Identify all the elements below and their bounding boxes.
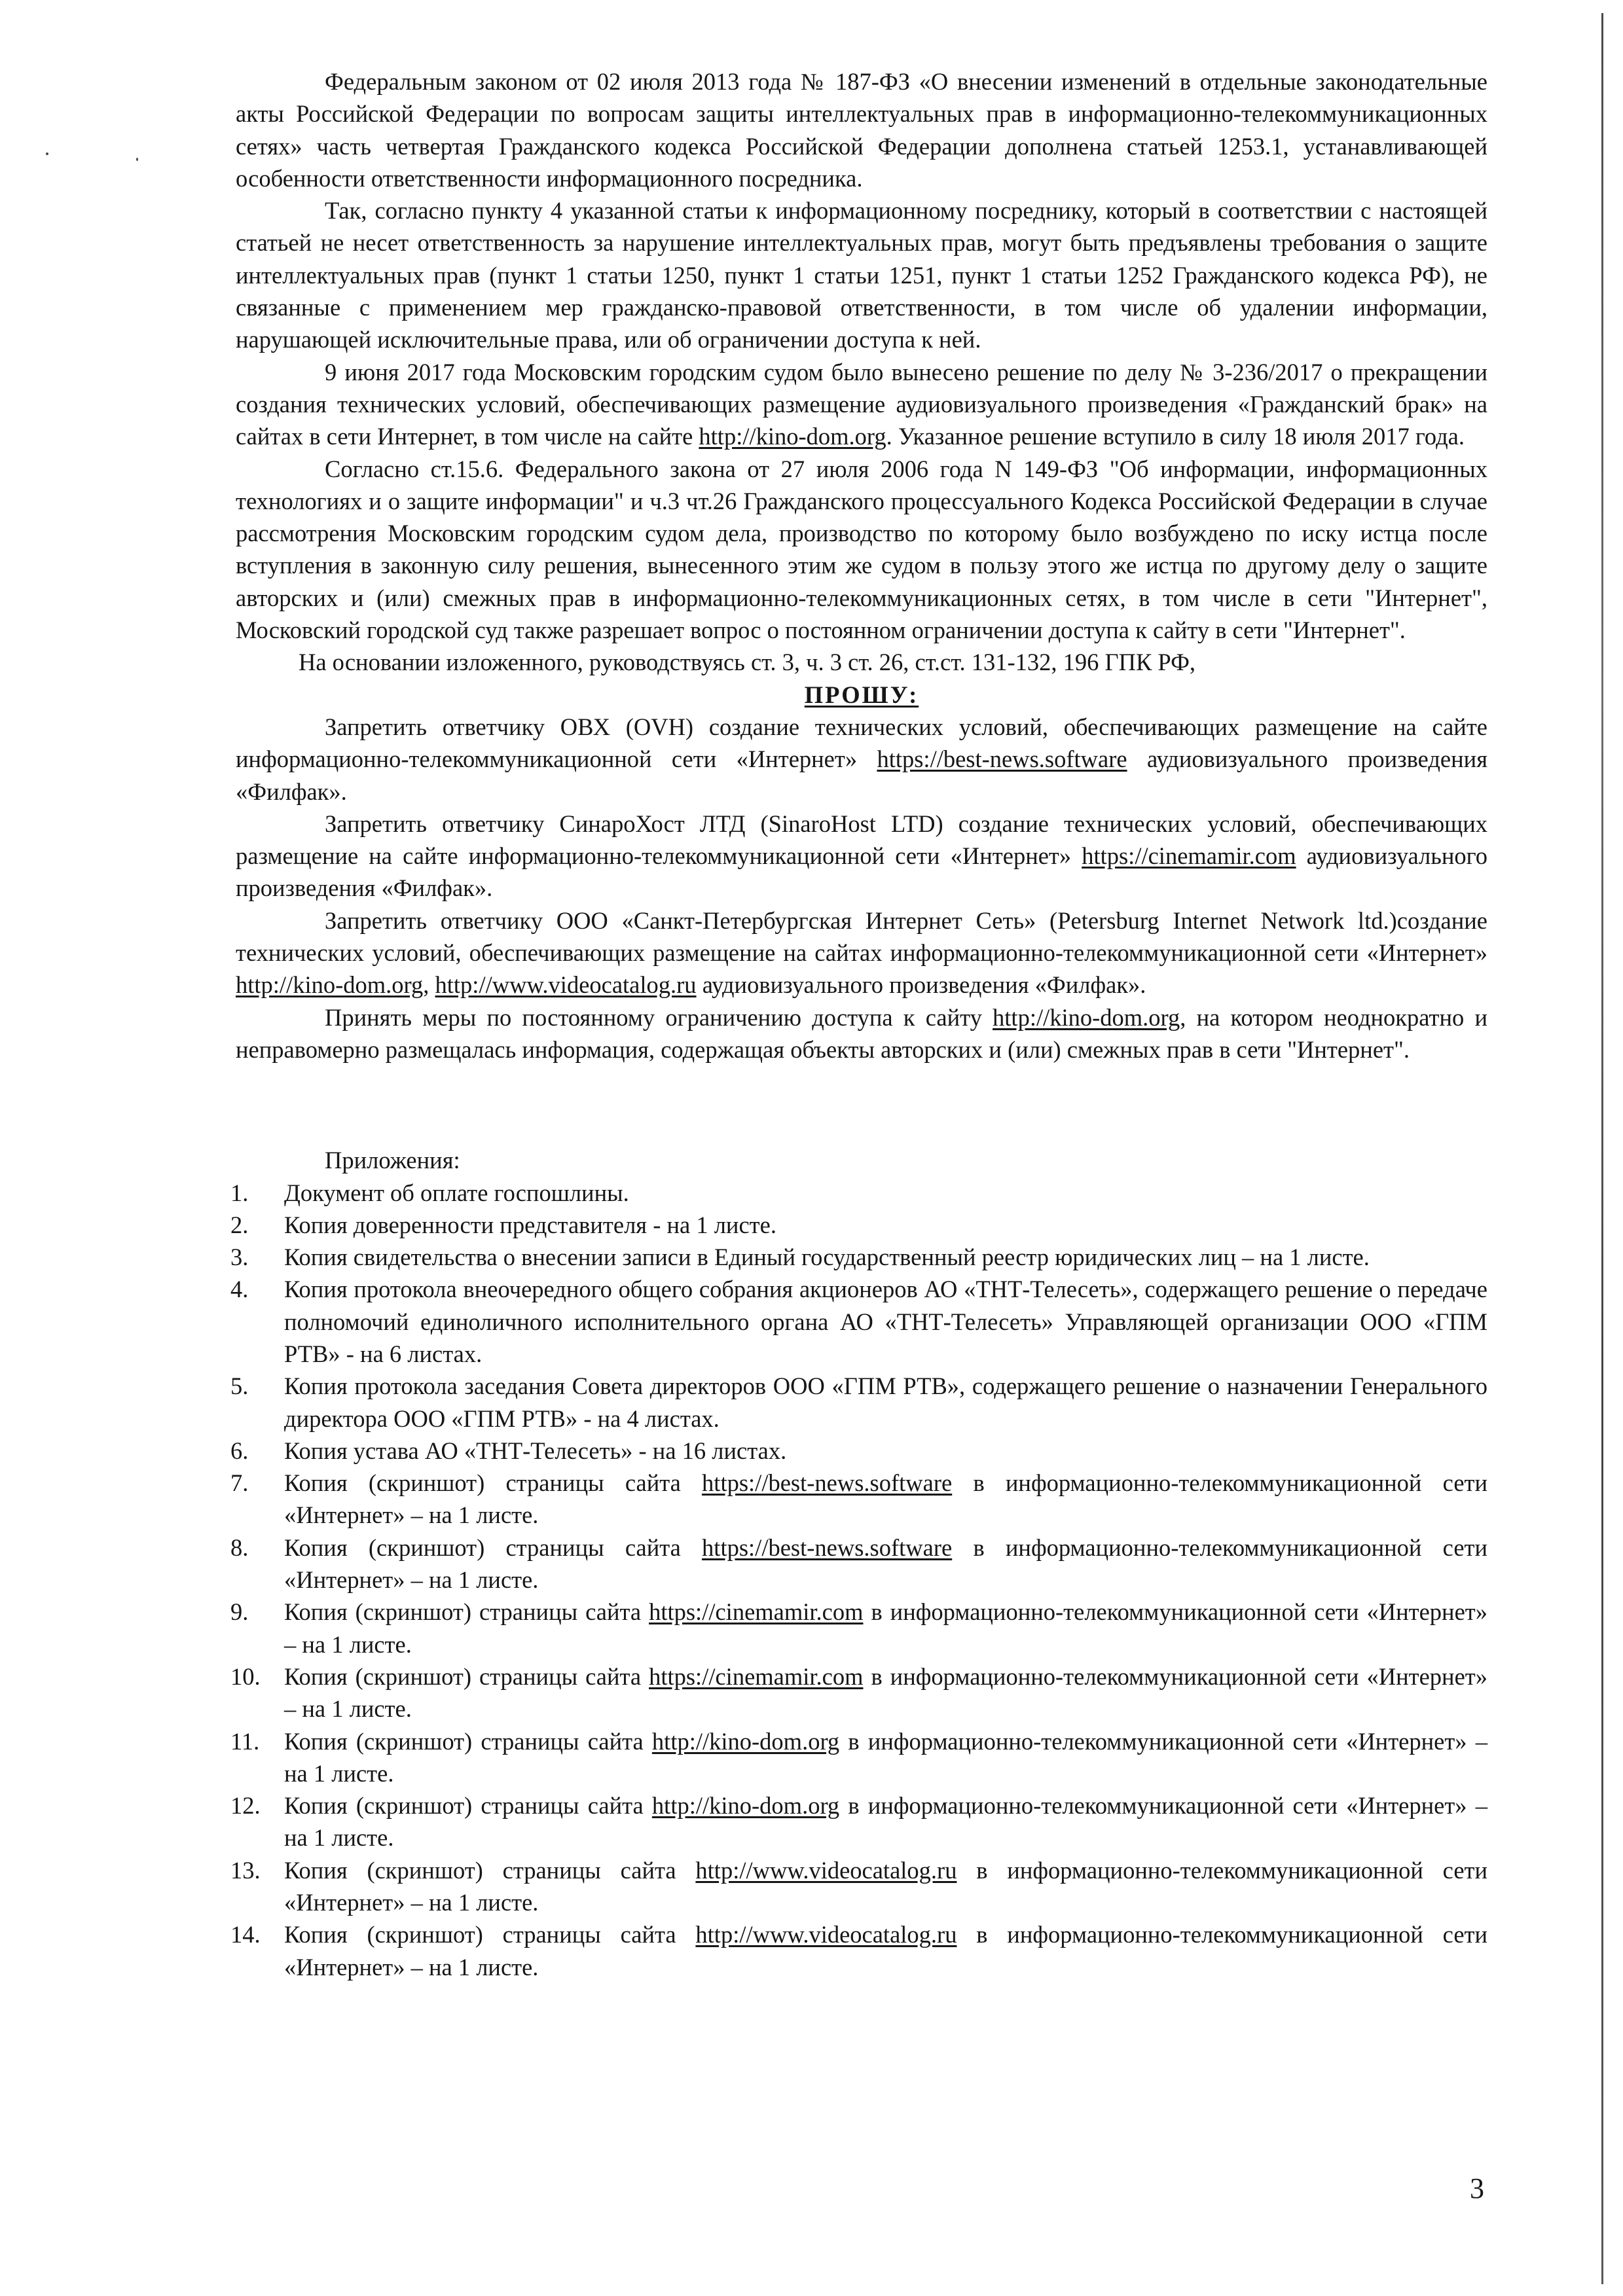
appendix-item-number: 13. — [230, 1856, 261, 1884]
appendix-item — [230, 1532, 1487, 1596]
link-kino-dom[interactable]: http://kino-dom.org — [699, 423, 886, 450]
appendix-item-text: Документ об оплате госпошлины. — [284, 1179, 629, 1206]
appendix-item — [230, 1467, 1487, 1532]
appendix-item-text: в информационно-телекоммуникационной сети «Интернет» – на 1 листе. — [284, 1856, 1488, 1916]
text: Запретить ответчику ООО «Санкт-Петербургская Интернет Сеть» (Petersburg Internet Network ltd.)создание технических условий, обеспечивающих размещение на сайтах информационно-телекоммуникационной сети «Интернет» — [236, 906, 1487, 967]
appendix-item-number: 1. — [230, 1179, 249, 1206]
text: Запретить ответчику СинароХост ЛТД (SinaroHost LTD) создание технических условий, обеспечивающих размещение на сайте информационно-телекоммуникационной сети «Интернет» — [236, 810, 1487, 870]
appendix-item — [230, 1789, 1487, 1854]
text: . Указанное решение вступило в силу 18 июля 2017 года. — [886, 423, 1465, 450]
appendix-item-text: Копия (скриншот) страницы сайта — [284, 1534, 702, 1561]
text: аудиовизуального произведения «Филфак». — [236, 745, 1487, 805]
appendix-item-number: 12. — [230, 1792, 261, 1820]
link-kino-dom[interactable]: http://kino-dom.org — [993, 1003, 1180, 1031]
appendix-item — [230, 1725, 1487, 1790]
appendix-item — [230, 1660, 1487, 1725]
scan-speck — [46, 152, 48, 155]
appendix-item-link[interactable]: https://best-news.software — [702, 1469, 953, 1497]
document-body — [230, 65, 1488, 1983]
appendix-item-text: Копия (скриншот) страницы сайта — [284, 1662, 649, 1690]
appendix-item — [230, 1854, 1488, 1919]
link-kino-dom[interactable]: http://kino-dom.org — [236, 971, 424, 999]
appendix-item-text: в информационно-телекоммуникационной сети «Интернет» – на 1 листе. — [284, 1598, 1487, 1658]
request-ovh — [236, 711, 1487, 808]
appendix-item-text: в информационно-телекоммуникационной сети «Интернет» – на 1 листе. — [284, 1921, 1488, 1981]
appendix-item-number: 2. — [230, 1211, 249, 1238]
appendix-item-link[interactable]: https://cinemamir.com — [649, 1662, 864, 1690]
appendix-item-number: 5. — [230, 1372, 249, 1400]
text: аудиовизуального произведения «Филфак». — [236, 842, 1487, 902]
appendix-list — [230, 1177, 1488, 1983]
appendix-item-number: 8. — [230, 1534, 249, 1561]
appendix-item — [230, 1918, 1488, 1983]
appendix-item-number: 3. — [230, 1244, 249, 1271]
text: , на котором неоднократно и неправомерно размещалась информация, содержащая объекты авторских и (или) смежных прав в сети "Интернет". — [236, 1003, 1488, 1063]
paragraph-article-1253: Так, согласно пункту 4 указанной статьи к информационному посреднику, который в соответствии с настоящей статьей не несет ответственность за нарушение интеллектуальных прав, могут быть предъявлены требования о защите интеллектуальных прав (пункт 1 статьи 1250, пункт 1 статьи 1251, пункт 1 статьи 1252 Гражданского кодекса РФ), не связанные с применением мер гражданско-правовой ответственности, в том числе об удалении информации, нарушающей исключительные права, или об ограничении доступа к ней. — [236, 197, 1487, 353]
text: Принять меры по постоянному ограничению доступа к сайту — [325, 1003, 993, 1031]
appendix-item-text: Копия (скриншот) страницы сайта — [284, 1598, 649, 1626]
scan-speck — [136, 158, 138, 161]
request-sinarohost — [236, 808, 1487, 905]
appendix-item — [230, 1241, 1487, 1273]
text: 9 июня 2017 года Московским городским судом было вынесено решение по делу № 3-236/2017 о прекращении создания технических условий, обеспечивающих размещение аудиовизуального произведения «Гражданский брак» на сайтах в сети Интернет, в том числе на сайте — [236, 358, 1487, 450]
appendix-item — [230, 1370, 1487, 1435]
link-cinemamir[interactable]: https://cinemamir.com — [1082, 842, 1296, 870]
request-heading: ПРОШУ: — [804, 681, 919, 708]
appendix-item — [230, 1209, 1487, 1241]
appendix-item-text: Копия (скриншот) страницы сайта — [284, 1727, 652, 1755]
request-permanent-block — [236, 1001, 1487, 1066]
appendix-item-link[interactable]: http://kino-dom.org — [651, 1727, 840, 1755]
link-videocatalog[interactable]: http://www.videocatalog.ru — [435, 971, 697, 999]
appendix-item-link[interactable]: https://cinemamir.com — [649, 1598, 864, 1626]
appendix-item-text: Копия (скриншот) страницы сайта — [284, 1792, 652, 1820]
text: Запретить ответчику ОВХ (OVH) создание технических условий, обеспечивающих размещение на сайте информационно-телекоммуникационной сети «Интернет» — [236, 713, 1487, 773]
appendix-item-text: в информационно-телекоммуникационной сети «Интернет» – на 1 листе. — [284, 1534, 1487, 1594]
appendix-item-number: 4. — [230, 1276, 249, 1303]
appendix-item-text: в информационно-телекоммуникационной сети «Интернет» – на 1 листе. — [284, 1727, 1487, 1787]
appendix-item-text: Копия протокола заседания Совета директоров ООО «ГПМ РТВ», содержащего решение о назначении Генерального директора ООО «ГПМ РТВ» - на 4 листах. — [284, 1372, 1487, 1432]
appendix-item-link[interactable]: https://best-news.software — [702, 1534, 953, 1561]
text: аудиовизуального произведения «Филфак». — [696, 971, 1146, 999]
appendix-item-text: в информационно-телекоммуникационной сети «Интернет» – на 1 листе. — [284, 1662, 1487, 1723]
appendix-item-number: 6. — [230, 1437, 249, 1464]
appendix-item — [230, 1596, 1487, 1660]
appendix-item-number: 9. — [230, 1598, 249, 1626]
appendix-item-number: 14. — [230, 1921, 261, 1948]
appendix-item-text: Копия (скриншот) страницы сайта — [284, 1469, 702, 1497]
appendix-item-text: в информационно-телекоммуникационной сети «Интернет» – на 1 листе. — [284, 1469, 1487, 1529]
appendix-item-number: 11. — [230, 1727, 260, 1755]
page-number: 3 — [1470, 2172, 1484, 2204]
link-best-news[interactable]: https://best-news.software — [877, 745, 1127, 773]
appendix-item-text: в информационно-телекоммуникационной сети «Интернет» – на 1 листе. — [284, 1792, 1487, 1852]
appendix-item-text: Копия устава АО «ТНТ-Телесеть» - на 16 листах. — [284, 1437, 787, 1464]
appendix-item-link[interactable]: http://kino-dom.org — [651, 1792, 840, 1820]
appendix-item-text: Копия доверенности представителя - на 1 листе. — [284, 1211, 776, 1238]
paragraph-basis: На основании изложенного, руководствуясь ст. 3, ч. 3 ст. 26, ст.ст. 131-132, 196 ГПК РФ, — [299, 649, 1196, 676]
appendix-item-text: Копия (скриншот) страницы сайта — [284, 1856, 696, 1884]
appendix-item-link[interactable]: http://www.videocatalog.ru — [695, 1856, 957, 1884]
appendix-item — [230, 1177, 1487, 1209]
request-petersburg-internet — [236, 905, 1487, 1001]
text: , — [423, 971, 435, 999]
appendix-title: Приложения: — [325, 1147, 460, 1174]
scan-edge-line — [1601, 13, 1603, 2284]
paragraph-law-187: Федеральным законом от 02 июля 2013 года № 187-ФЗ «О внесении изменений в отдельные законодательные акты Российской Федерации по вопросам защиты интеллектуальных прав в информационно-телекоммуникационных сетях» часть четвертая Гражданского кодекса Российской Федерации дополнена статьей 1253.1, устанавливающей особенности ответственности информационного посредника. — [236, 68, 1487, 192]
paragraph-law-149: Согласно ст.15.6. Федерального закона от 27 июля 2006 года N 149-ФЗ "Об информации, информационных технологиях и о защите информации" и ч.3 чт.26 Гражданского процессуального Кодекса Российской Федерации в случае рассмотрения Московским городским судом дела, производство по которому было возбуждено по иску истца после вступления в законную силу решения, вынесенного этим же судом в пользу этого же истца по другому делу о защите авторских и (или) смежных прав в информационно-телекоммуникационных сетях, в том числе в сети "Интернет", Московский городской суд также разрешает вопрос о постоянном ограничении доступа к сайту в сети "Интернет". — [236, 455, 1487, 644]
appendix-item-number: 7. — [230, 1469, 249, 1497]
appendix-item — [230, 1273, 1487, 1370]
appendix-item — [230, 1435, 1487, 1467]
appendix-item-text: Копия (скриншот) страницы сайта — [284, 1921, 696, 1948]
appendix-item-number: 10. — [230, 1662, 261, 1690]
appendix-item-link[interactable]: http://www.videocatalog.ru — [695, 1921, 957, 1948]
paragraph-court-decision — [236, 356, 1487, 453]
appendix-item-text: Копия протокола внеочередного общего собрания акционеров АО «ТНТ-Телесеть», содержащего решение о передаче полномочий единоличного исполнительного органа АО «ТНТ-Телесеть» Управляющей организации ООО «ГПМ РТВ» - на 6 листах. — [284, 1276, 1487, 1367]
appendix-item-text: Копия свидетельства о внесении записи в Единый государственный реестр юридических лиц – на 1 листе. — [284, 1244, 1370, 1271]
